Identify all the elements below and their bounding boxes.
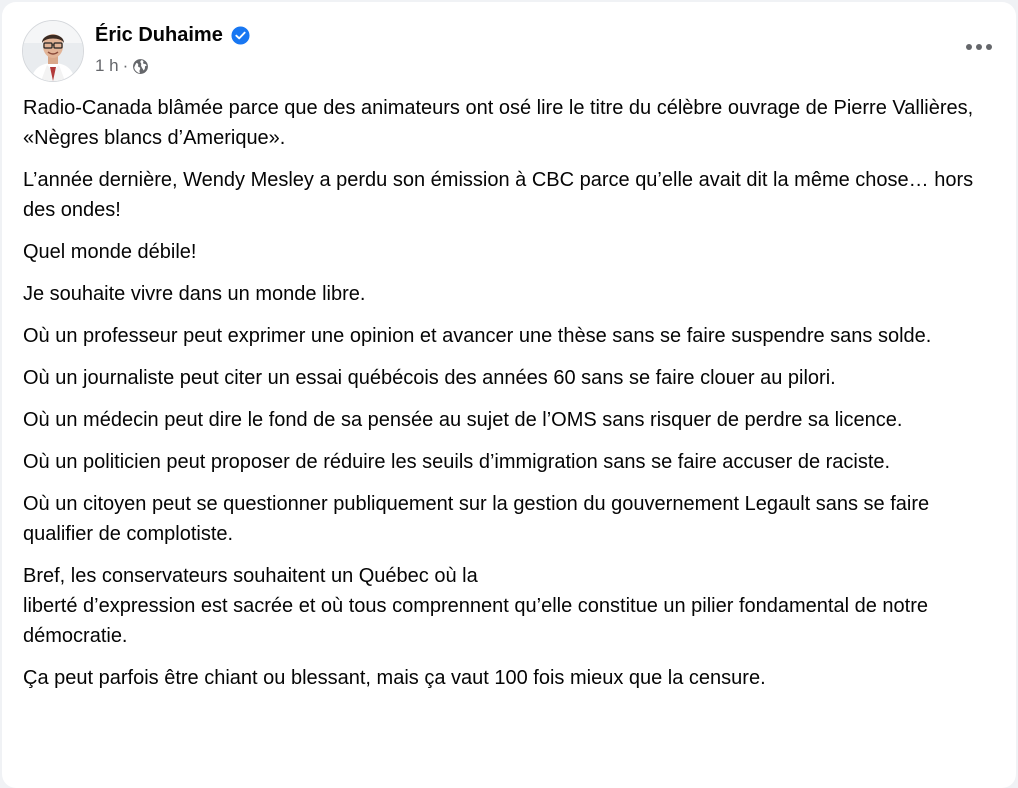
avatar[interactable] <box>22 20 84 82</box>
more-options-icon <box>966 44 972 50</box>
profile-photo <box>23 21 83 81</box>
globe-icon[interactable] <box>132 58 149 75</box>
author-name-text[interactable]: Éric Duhaime <box>95 24 223 46</box>
post-paragraph: Où un journaliste peut citer un essai québécois des années 60 sans se faire clouer au pilori. <box>23 367 836 389</box>
post-paragraph: Où un professeur peut exprimer une opinion et avancer une thèse sans se faire suspendre sans solde. <box>23 325 932 347</box>
post-paragraph: Bref, les conservateurs souhaitent un Québec où la liberté d’expression est sacrée et où tous comprennent qu’elle constitue un pilier fondamental de notre démocratie. <box>23 565 928 647</box>
post-meta <box>95 56 149 76</box>
more-options-icon-dot <box>976 44 982 50</box>
author-name[interactable] <box>95 24 250 47</box>
post-paragraph: Radio-Canada blâmée parce que des animateurs ont osé lire le titre du célèbre ouvrage de Pierre Vallières, «Nègres blancs d’Amerique». <box>23 97 974 149</box>
meta-separator: · <box>122 56 129 75</box>
verified-badge-icon <box>231 26 250 45</box>
post-body <box>23 93 998 705</box>
post-header <box>22 20 997 82</box>
post-paragraph: L’année dernière, Wendy Mesley a perdu son émission à CBC parce qu’elle avait dit la même chose… hors des ondes! <box>23 169 974 221</box>
post-timestamp[interactable]: 1 h <box>95 56 119 75</box>
post-paragraph: Quel monde débile! <box>23 241 197 263</box>
post-paragraph: Ça peut parfois être chiant ou blessant, mais ça vaut 100 fois mieux que la censure. <box>23 667 766 689</box>
post-paragraph: Où un politicien peut proposer de réduire les seuils d’immigration sans se faire accuser de raciste. <box>23 451 891 473</box>
more-options-icon-dot <box>986 44 992 50</box>
post-paragraph: Où un citoyen peut se questionner publiquement sur la gestion du gouvernement Legault sans se faire qualifier de complotiste. <box>23 493 930 545</box>
post-paragraph: Je souhaite vivre dans un monde libre. <box>23 283 366 305</box>
post-paragraph: Où un médecin peut dire le fond de sa pensée au sujet de l’OMS sans risquer de perdre sa licence. <box>23 409 903 431</box>
more-options-button[interactable] <box>961 32 997 62</box>
facebook-post <box>2 2 1016 788</box>
